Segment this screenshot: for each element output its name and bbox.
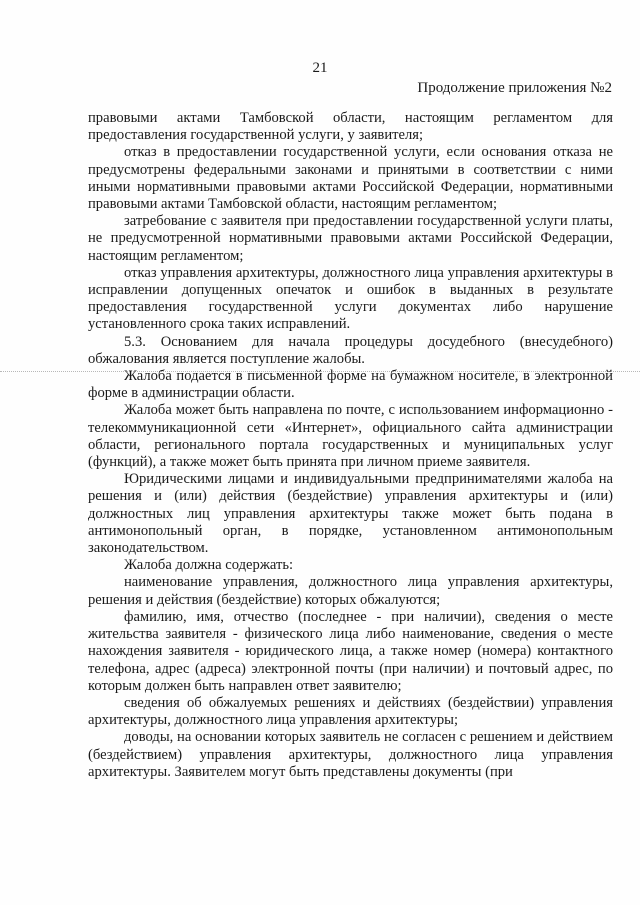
paragraph: отказ управления архитектуры, должностного лица управления архитектуры в исправлении допущенных опечаток и ошибок в выданных в результате предоставления государственной услуги документах либо нарушение установленного срока таких исправлений. bbox=[88, 264, 613, 333]
page-number: 21 bbox=[312, 60, 328, 76]
paragraph: доводы, на основании которых заявитель не согласен с решением и действием (бездействием) управления архитектуры, должностного лица управления архитектуры. Заявителем могут быть представлены документы (при bbox=[88, 729, 613, 780]
paragraph: Жалоба должна содержать: bbox=[124, 557, 294, 574]
paragraph: правовыми актами Тамбовской области, настоящим регламентом для предоставления государственной услуги, у заявителя; bbox=[88, 110, 613, 144]
paragraph: 5.3. Основанием для начала процедуры досудебного (внесудебного) обжалования является поступление жалобы. bbox=[88, 333, 613, 367]
paragraph: Жалоба подается в письменной форме на бумажном носителе, в электронной форме в администрации области. bbox=[88, 368, 613, 402]
paragraph: наименование управления, должностного лица управления архитектуры, решения и действия (бездействие) которых обжалуются; bbox=[88, 574, 613, 608]
paragraph: фамилию, имя, отчество (последнее - при наличии), сведения о месте жительства заявителя - физического лица либо наименование, сведения о месте нахождения заявителя - юридического лица, а также номер (номера) контактного телефона, адрес (адреса) электронной почты (при наличии) и почтовый адрес, по которым должен быть направлен ответ заявителю; bbox=[88, 608, 613, 694]
document-body bbox=[88, 110, 613, 781]
appendix-continuation-header: Продолжение приложения №2 bbox=[417, 80, 612, 96]
paragraph: сведения об обжалуемых решениях и действиях (бездействии) управления архитектуры, должностного лица управления архитектуры; bbox=[88, 694, 613, 729]
paragraph: затребование с заявителя при предоставлении государственной услуги платы, не предусмотренной нормативными правовыми актами Российской Федерации, настоящим регламентом; bbox=[88, 213, 613, 264]
paragraph: Юридическими лицами и индивидуальными предпринимателями жалоба на решения и (или) действия (бездействие) управления архитектуры и (или) должностных лиц управления архитектуры также может быть подана в антимонопольный орган, в порядке, установленном антимонопольным законодательством. bbox=[88, 471, 613, 557]
paragraph: Жалоба может быть направлена по почте, с использованием информационно - телекоммуникационной сети «Интернет», официального сайта администрации области, регионального портала государственных и муниципальных услуг (функций), а также может быть принята при личном приеме заявителя. bbox=[88, 402, 613, 471]
paragraph: отказ в предоставлении государственной услуги, если основания отказа не предусмотрены федеральными законами и принятыми в соответствии с ними иными нормативными правовыми актами Российской Федерации, нормативными правовыми актами Тамбовской области, настоящим регламентом; bbox=[88, 144, 613, 213]
